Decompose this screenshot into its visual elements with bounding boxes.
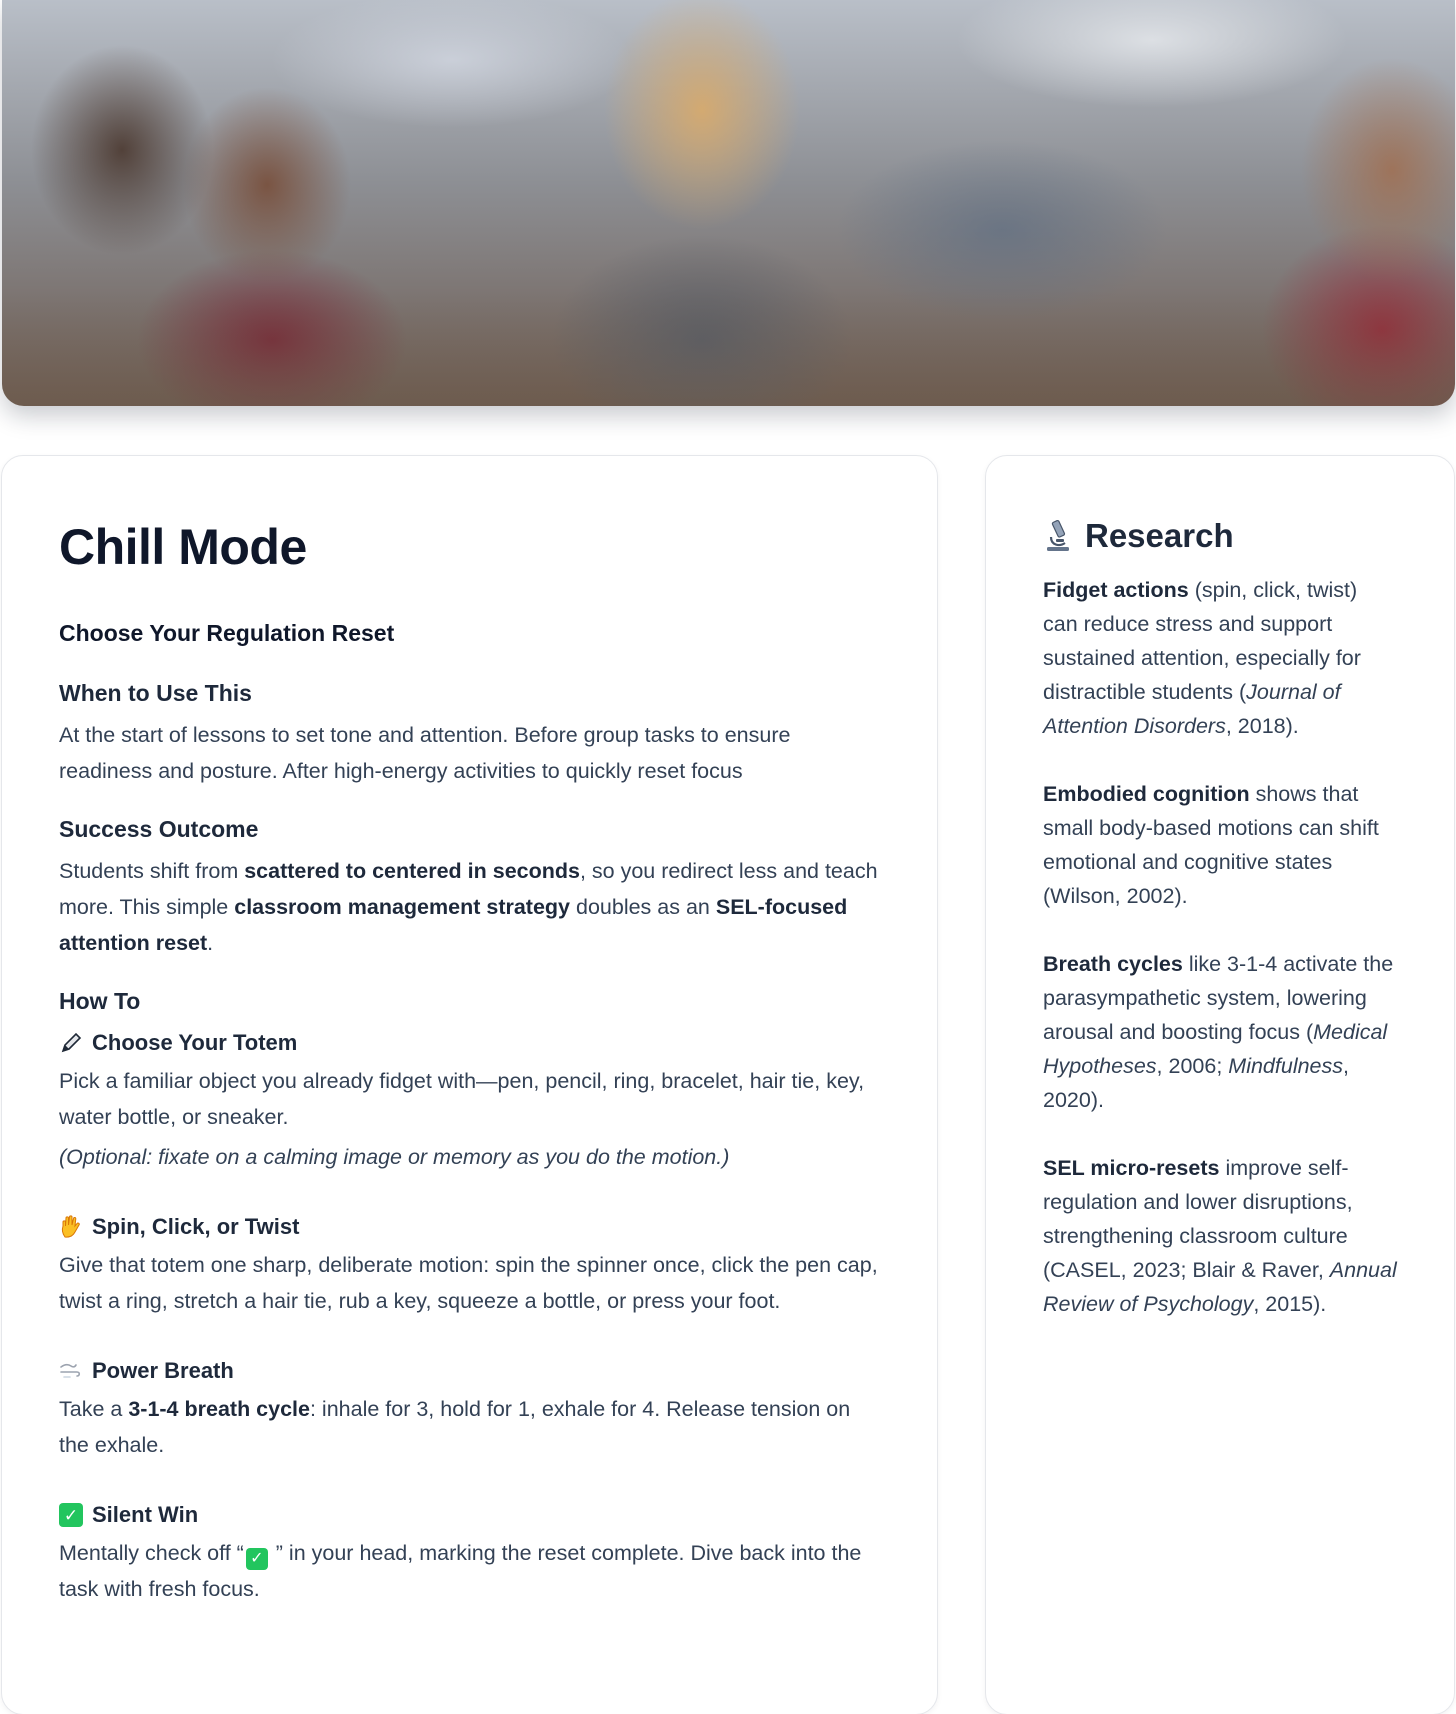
step-text bbox=[59, 1535, 880, 1607]
research-item-text: , 2020). bbox=[1043, 1054, 1349, 1112]
pen-icon bbox=[59, 1031, 83, 1055]
step-spin-click-twist bbox=[59, 1211, 880, 1319]
success-bold-part: scattered to centered in seconds bbox=[244, 859, 580, 883]
research-item-citation: Medical Hypotheses bbox=[1043, 1020, 1388, 1078]
research-item bbox=[1043, 573, 1397, 743]
step-title-text: Choose Your Totem bbox=[92, 1030, 298, 1055]
success-text-part: Students shift from bbox=[59, 859, 245, 883]
check-mark-icon: ✓ bbox=[246, 1548, 268, 1570]
research-item-bold: Embodied cognition bbox=[1043, 782, 1250, 806]
hero-image bbox=[2, 0, 1455, 406]
success-text-part: doubles as an bbox=[570, 895, 716, 919]
when-text: At the start of lessons to set tone and attention. Before group tasks to ensure readiness and posture. After high-energy activities to quickly reset focus bbox=[59, 723, 791, 783]
research-item bbox=[1043, 947, 1397, 1117]
success-bold-part: SEL-focused attention reset bbox=[59, 895, 848, 955]
research-item-text: , 2018). bbox=[1225, 714, 1299, 738]
research-item bbox=[1043, 777, 1397, 913]
step-text-part: ” in your head, marking the reset complete. Dive back into the task with fresh focus. bbox=[59, 1541, 862, 1601]
step-title bbox=[59, 1499, 880, 1531]
step-bold-part: 3-1-4 breath cycle bbox=[128, 1397, 310, 1421]
step-note bbox=[59, 1139, 880, 1175]
research-item-text: like 3-1-4 activate the parasympathetic system, lowering arousal and boosting focus ( bbox=[1043, 952, 1394, 1044]
research-item-citation: Mindfulness bbox=[1228, 1054, 1344, 1078]
step-text-part: : inhale for 3, hold for 1, exhale for 4. Release tension on the exhale. bbox=[59, 1397, 851, 1457]
research-item-text: , 2006; bbox=[1156, 1054, 1229, 1078]
step-text-part: Mentally check off “ bbox=[59, 1541, 244, 1565]
research-item-citation: Journal of Attention Disorders bbox=[1043, 680, 1341, 738]
when-section bbox=[59, 680, 880, 789]
step-title bbox=[59, 1355, 880, 1387]
research-heading bbox=[1043, 517, 1397, 555]
step-title-text: Power Breath bbox=[92, 1358, 234, 1383]
research-item-text: (spin, click, twist) can reduce stress and support sustained attention, especially for distractible students ( bbox=[1043, 578, 1361, 704]
page-subtitle: Choose Your Regulation Reset bbox=[59, 620, 395, 646]
step-note-text: (Optional: fixate on a calming image or memory as you do the motion.) bbox=[59, 1145, 730, 1169]
research-item-bold: Breath cycles bbox=[1043, 952, 1183, 976]
research-item bbox=[1043, 1151, 1397, 1321]
step-text: Pick a familiar object you already fidget with—pen, pencil, ring, bracelet, hair tie, key, water bottle, or sneaker. bbox=[59, 1069, 865, 1129]
raised-hand-icon bbox=[59, 1215, 83, 1239]
research-item-bold: SEL micro-resets bbox=[1043, 1156, 1220, 1180]
microscope-icon bbox=[1043, 519, 1073, 553]
step-power-breath bbox=[59, 1355, 880, 1463]
success-bold-part: classroom management strategy bbox=[234, 895, 571, 919]
step-text bbox=[59, 1391, 880, 1463]
research-item-text: shows that small body-based motions can shift emotional and cognitive states (Wilson, 2002). bbox=[1043, 782, 1379, 908]
step-choose-totem bbox=[59, 1027, 880, 1175]
success-text-part: , so you redirect less and teach more. This simple bbox=[59, 859, 878, 919]
page-title: Chill Mode bbox=[59, 519, 307, 575]
success-text-part: . bbox=[207, 931, 214, 955]
step-text: Give that totem one sharp, deliberate motion: spin the spinner once, click the pen cap, twist a ring, stretch a hair tie, rub a key, squeeze a bottle, or press your foot. bbox=[59, 1253, 878, 1313]
success-text bbox=[59, 853, 880, 961]
howto-heading: How To bbox=[59, 988, 141, 1014]
research-title: Research bbox=[1085, 517, 1234, 554]
research-item-citation: Annual Review of Psychology bbox=[1043, 1258, 1397, 1316]
success-section bbox=[59, 816, 880, 961]
main-card bbox=[1, 455, 938, 1714]
research-card bbox=[985, 455, 1455, 1714]
check-mark-icon: ✓ bbox=[59, 1503, 83, 1527]
step-title-text: Spin, Click, or Twist bbox=[92, 1214, 300, 1239]
research-item-text: improve self-regulation and lower disruptions, strengthening classroom culture (CASEL, 2023; Blair & Raver, bbox=[1043, 1156, 1353, 1282]
research-item-text: , 2015). bbox=[1253, 1292, 1327, 1316]
research-item-bold: Fidget actions bbox=[1043, 578, 1189, 602]
step-title-text: Silent Win bbox=[92, 1502, 199, 1527]
wind-icon bbox=[59, 1359, 83, 1383]
success-heading: Success Outcome bbox=[59, 816, 259, 842]
howto-section bbox=[59, 988, 880, 1607]
step-silent-win bbox=[59, 1499, 880, 1607]
hero-image-shade bbox=[2, 290, 1455, 406]
step-title bbox=[59, 1027, 880, 1059]
step-text-part: Take a bbox=[59, 1397, 129, 1421]
step-title bbox=[59, 1211, 880, 1243]
when-heading: When to Use This bbox=[59, 680, 252, 706]
